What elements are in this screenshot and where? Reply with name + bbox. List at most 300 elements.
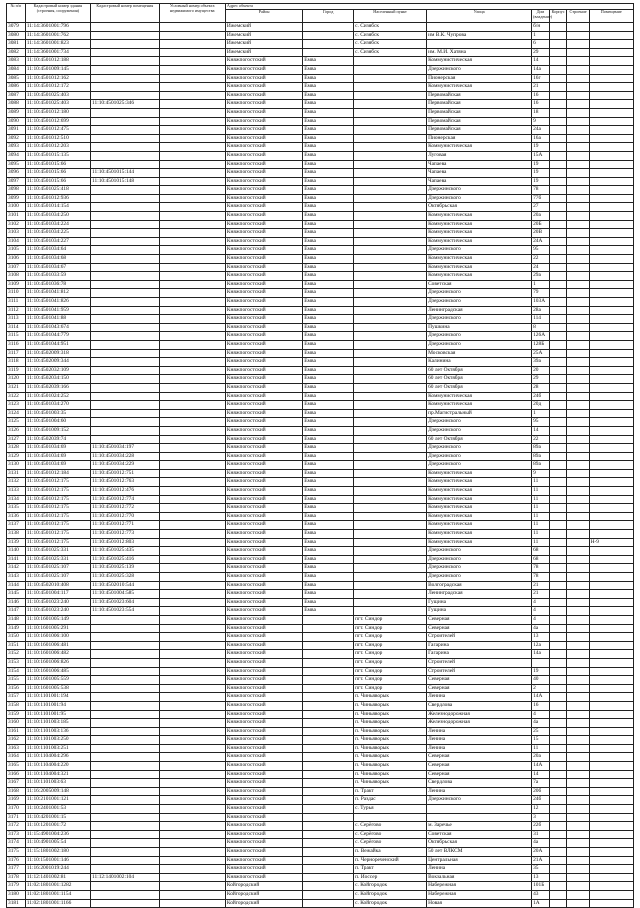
cell-city <box>303 890 354 899</box>
cell-premise-number <box>91 349 160 358</box>
cell-city: Емва <box>303 57 354 66</box>
cell-premise-number: 11:10:4501025:416 <box>91 555 160 564</box>
cell-house: 20а <box>532 753 550 762</box>
cell-street: Дзержинского <box>427 426 532 435</box>
cell-row-number: 3177 <box>7 865 26 874</box>
table-row <box>7 375 634 384</box>
cell-house: 103А <box>532 298 550 307</box>
cell-cadastral-number: 11:10:4502039:74 <box>25 435 90 444</box>
cell-building <box>567 203 589 212</box>
cell-corpus <box>549 719 567 728</box>
cell-locality <box>354 504 427 513</box>
cell-district: Княжпогостский <box>225 487 302 496</box>
cell-conditional-number <box>159 340 225 349</box>
cell-row-number: 3172 <box>7 822 26 831</box>
table-row <box>7 676 634 685</box>
cell-district: Княжпогостский <box>225 555 302 564</box>
cell-street: Чапаева <box>427 177 532 186</box>
cell-house: 95 <box>532 418 550 427</box>
cell-locality: п. Чиньяворык <box>354 693 427 702</box>
cell-street: Коммунистическая <box>427 401 532 410</box>
cell-conditional-number <box>159 753 225 762</box>
cell-premise-no <box>589 340 633 349</box>
cell-conditional-number <box>159 615 225 624</box>
cell-locality <box>354 186 427 195</box>
cell-street: Коммунистическая <box>427 83 532 92</box>
cell-building <box>567 220 589 229</box>
cell-city <box>303 641 354 650</box>
cell-city: Емва <box>303 340 354 349</box>
cell-conditional-number <box>159 349 225 358</box>
cell-premise-number <box>91 48 160 57</box>
cell-premise-no <box>589 573 633 582</box>
cell-district: Княжпогостский <box>225 57 302 66</box>
cell-locality <box>354 263 427 272</box>
cell-conditional-number <box>159 744 225 753</box>
cell-conditional-number <box>159 126 225 135</box>
cell-street: Северная <box>427 624 532 633</box>
cell-row-number: 3110 <box>7 289 26 298</box>
cell-building <box>567 237 589 246</box>
cell-corpus <box>549 573 567 582</box>
table-row <box>7 822 634 831</box>
cell-premise-number <box>91 74 160 83</box>
cell-corpus <box>549 272 567 281</box>
cell-conditional-number <box>159 598 225 607</box>
cell-house: 9 <box>532 469 550 478</box>
cell-street: 50 лет ВЛКСМ <box>427 848 532 857</box>
cell-building <box>567 74 589 83</box>
cell-house: 19 <box>532 667 550 676</box>
cell-row-number: 3118 <box>7 358 26 367</box>
cell-district: Княжпогостский <box>225 813 302 822</box>
cell-conditional-number <box>159 822 225 831</box>
cell-cadastral-number: 11:10:1101001:194 <box>25 693 90 702</box>
cell-cadastral-number: 11:10:4501034:68 <box>25 255 90 264</box>
cell-premise-no <box>589 83 633 92</box>
cell-premise-number: 11:10:4501025:328 <box>91 573 160 582</box>
table-row <box>7 736 634 745</box>
cell-cadastral-number: 11:16:2001019:244 <box>25 865 90 874</box>
cell-premise-number: 11:10:4501015:148 <box>91 177 160 186</box>
cell-conditional-number <box>159 693 225 702</box>
cell-row-number: 3180 <box>7 890 26 899</box>
cell-conditional-number <box>159 212 225 221</box>
cell-locality: п. Тракт <box>354 787 427 796</box>
cell-district: Княжпогостский <box>225 194 302 203</box>
cell-city: Емва <box>303 203 354 212</box>
cell-corpus <box>549 263 567 272</box>
cell-premise-no <box>589 444 633 453</box>
cell-premise-number <box>91 280 160 289</box>
cell-city <box>303 856 354 865</box>
cell-premise-number <box>91 323 160 332</box>
cell-district: Ижемский <box>225 31 302 40</box>
cell-premise-no <box>589 736 633 745</box>
cell-city: Емва <box>303 607 354 616</box>
cell-premise-number <box>91 830 160 839</box>
cell-house: 20В <box>532 229 550 238</box>
cell-conditional-number <box>159 306 225 315</box>
cell-cadastral-number: 11:14:3601001:734 <box>25 48 90 57</box>
cell-premise-number <box>91 23 160 32</box>
cell-city: Емва <box>303 504 354 513</box>
cell-house: 11 <box>532 478 550 487</box>
cell-premise-no <box>589 779 633 788</box>
cell-premise-no <box>589 280 633 289</box>
cell-premise-number <box>91 203 160 212</box>
cell-street: Пионерская <box>427 74 532 83</box>
cell-conditional-number <box>159 787 225 796</box>
cell-corpus <box>549 770 567 779</box>
cell-street: Дзержинского <box>427 289 532 298</box>
cell-premise-number: 11:10:4501004:585 <box>91 590 160 599</box>
cell-conditional-number <box>159 865 225 874</box>
cell-street: Дзержинского <box>427 461 532 470</box>
table-row <box>7 246 634 255</box>
cell-premise-no <box>589 332 633 341</box>
cell-street: Коммунистическая <box>427 487 532 496</box>
cell-premise-number: 11:10:4501012:770 <box>91 512 160 521</box>
cell-premise-number: 11:10:4501025:435 <box>91 547 160 556</box>
table-row <box>7 848 634 857</box>
cell-district: Княжпогостский <box>225 426 302 435</box>
cell-street: Северная <box>427 762 532 771</box>
cell-house: 11 <box>532 530 550 539</box>
cell-row-number: 3107 <box>7 263 26 272</box>
cell-premise-number: 11:10:4501012:772 <box>91 504 160 513</box>
cell-district: Княжпогостский <box>225 340 302 349</box>
cell-district: Княжпогостский <box>225 100 302 109</box>
cell-locality: с. Койгородок <box>354 890 427 899</box>
cell-city <box>303 701 354 710</box>
cell-row-number: 3126 <box>7 426 26 435</box>
header-address: Адрес объекта <box>225 4 633 10</box>
cell-building <box>567 212 589 221</box>
cell-row-number: 3139 <box>7 538 26 547</box>
table-row <box>7 57 634 66</box>
cell-locality <box>354 151 427 160</box>
cell-premise-no <box>589 212 633 221</box>
cell-city: Емва <box>303 521 354 530</box>
cell-conditional-number <box>159 607 225 616</box>
cell-row-number: 3119 <box>7 366 26 375</box>
cell-district: Княжпогостский <box>225 246 302 255</box>
cell-corpus <box>549 805 567 814</box>
cell-premise-number <box>91 375 160 384</box>
cell-premise-no <box>589 263 633 272</box>
cell-locality <box>354 100 427 109</box>
cell-corpus <box>549 830 567 839</box>
cell-building <box>567 547 589 556</box>
cell-premise-number <box>91 57 160 66</box>
cell-city <box>303 796 354 805</box>
cell-cadastral-number: 11:02:1801001:1282 <box>25 882 90 891</box>
cell-district: Княжпогостский <box>225 684 302 693</box>
cell-row-number: 3175 <box>7 848 26 857</box>
cell-house: 13 <box>532 633 550 642</box>
cell-row-number: 3115 <box>7 332 26 341</box>
cell-locality <box>354 177 427 186</box>
cell-building <box>567 581 589 590</box>
cell-corpus <box>549 813 567 822</box>
cell-district: Княжпогостский <box>225 401 302 410</box>
cell-street: Дзержинского <box>427 555 532 564</box>
cell-building <box>567 323 589 332</box>
cell-locality: п. Чернореченский <box>354 856 427 865</box>
cell-premise-no <box>589 237 633 246</box>
cell-building <box>567 246 589 255</box>
cell-building <box>567 512 589 521</box>
cell-district: Княжпогостский <box>225 573 302 582</box>
cell-premise-no <box>589 512 633 521</box>
cell-premise-number: 11:10:4501012:751 <box>91 469 160 478</box>
cell-street: Коммунистическая <box>427 495 532 504</box>
cell-district: Княжпогостский <box>225 787 302 796</box>
cell-street: Коммунистическая <box>427 512 532 521</box>
cell-city <box>303 624 354 633</box>
cell-house: 24б <box>532 796 550 805</box>
cell-cadastral-number: 11:15:4901004:236 <box>25 830 90 839</box>
cell-city: Емва <box>303 538 354 547</box>
cell-corpus <box>549 74 567 83</box>
cell-row-number: 3113 <box>7 315 26 324</box>
cell-house: 2 <box>532 684 550 693</box>
cell-house: 24б <box>532 392 550 401</box>
cell-city <box>303 865 354 874</box>
cell-premise-no <box>589 521 633 530</box>
cell-city: Емва <box>303 212 354 221</box>
cell-city <box>303 48 354 57</box>
cell-street: Гагарина <box>427 650 532 659</box>
cell-conditional-number <box>159 134 225 143</box>
cell-conditional-number <box>159 495 225 504</box>
cell-district: Княжпогостский <box>225 624 302 633</box>
cell-district: Княжпогостский <box>225 736 302 745</box>
cell-conditional-number <box>159 873 225 882</box>
cell-house: 15А <box>532 151 550 160</box>
cell-premise-no <box>589 461 633 470</box>
cell-conditional-number <box>159 547 225 556</box>
cell-cadastral-number: 11:10:4501033:59 <box>25 272 90 281</box>
cell-house: 78 <box>532 564 550 573</box>
cell-locality <box>354 426 427 435</box>
cell-cadastral-number: 11:10:4501012:175 <box>25 521 90 530</box>
cell-conditional-number <box>159 452 225 461</box>
cell-premise-no <box>589 315 633 324</box>
cell-corpus <box>549 426 567 435</box>
cell-city: Емва <box>303 452 354 461</box>
cell-corpus <box>549 340 567 349</box>
cell-corpus <box>549 186 567 195</box>
cell-row-number: 3092 <box>7 134 26 143</box>
cell-building <box>567 108 589 117</box>
cell-corpus <box>549 117 567 126</box>
cell-premise-number: 11:10:4501025:139 <box>91 564 160 573</box>
cell-row-number: 3124 <box>7 409 26 418</box>
table-row <box>7 581 634 590</box>
cell-locality: п. Чиньяворык <box>354 736 427 745</box>
cell-corpus <box>549 194 567 203</box>
cell-city: Емва <box>303 160 354 169</box>
cell-city <box>303 770 354 779</box>
cell-locality: с. Сизябск <box>354 48 427 57</box>
cell-corpus <box>549 143 567 152</box>
cell-row-number: 3165 <box>7 762 26 771</box>
table-row <box>7 323 634 332</box>
cell-building <box>567 899 589 908</box>
cell-house: 126А <box>532 332 550 341</box>
cell-cadastral-number: 11:10:4501012:175 <box>25 504 90 513</box>
cell-locality: п. Чиньяворык <box>354 762 427 771</box>
cell-premise-number <box>91 710 160 719</box>
cell-street: Ленина <box>427 727 532 736</box>
cell-street: Коммунистическая <box>427 469 532 478</box>
table-row <box>7 383 634 392</box>
cell-row-number: 3108 <box>7 272 26 281</box>
cell-row-number: 3117 <box>7 349 26 358</box>
cell-street: Ленина <box>427 736 532 745</box>
cell-row-number: 3149 <box>7 624 26 633</box>
cell-city: Емва <box>303 392 354 401</box>
cell-house: 22 <box>532 255 550 264</box>
cell-locality: с. Серёгово <box>354 822 427 831</box>
cell-district: Княжпогостский <box>225 770 302 779</box>
cell-conditional-number <box>159 65 225 74</box>
cell-city: Емва <box>303 83 354 92</box>
table-row <box>7 727 634 736</box>
cell-premise-no <box>589 805 633 814</box>
cell-row-number: 3089 <box>7 108 26 117</box>
cell-district: Княжпогостский <box>225 186 302 195</box>
cell-house: 29 <box>532 48 550 57</box>
cell-corpus <box>549 91 567 100</box>
cell-city <box>303 615 354 624</box>
cell-conditional-number <box>159 83 225 92</box>
cell-street: Коммунистическая <box>427 143 532 152</box>
cell-row-number: 3123 <box>7 401 26 410</box>
cell-locality <box>354 306 427 315</box>
header-locality: Населенный пункт <box>354 10 427 23</box>
cell-corpus <box>549 848 567 857</box>
cell-premise-no <box>589 452 633 461</box>
cell-premise-number <box>91 658 160 667</box>
cell-locality <box>354 564 427 573</box>
cell-district: Княжпогостский <box>225 581 302 590</box>
cell-street: Дзержинского <box>427 573 532 582</box>
cell-conditional-number <box>159 298 225 307</box>
cell-premise-number <box>91 418 160 427</box>
cell-row-number: 3146 <box>7 598 26 607</box>
cell-cadastral-number: 11:10:2101001:121 <box>25 796 90 805</box>
cell-city <box>303 899 354 908</box>
cell-row-number: 3120 <box>7 375 26 384</box>
cell-row-number: 3161 <box>7 727 26 736</box>
cell-district: Княжпогостский <box>225 91 302 100</box>
cell-street: Ленина <box>427 744 532 753</box>
header-conditional: Условный номер объекта недвижимого имущества <box>159 4 225 23</box>
cell-district: Ижемский <box>225 48 302 57</box>
cell-locality <box>354 392 427 401</box>
cell-district: Княжпогостский <box>225 478 302 487</box>
cell-cadastral-number: 11:10:1104004:220 <box>25 762 90 771</box>
cell-conditional-number <box>159 813 225 822</box>
cell-building <box>567 504 589 513</box>
cell-street: им. М.И. Хатяна <box>427 48 532 57</box>
table-row <box>7 469 634 478</box>
cell-district: Княжпогостский <box>225 263 302 272</box>
cell-district: Княжпогостский <box>225 366 302 375</box>
cell-cadastral-number: 11:10:4501034:250 <box>25 212 90 221</box>
cell-corpus <box>549 710 567 719</box>
cell-premise-number <box>91 796 160 805</box>
cell-house: 89а <box>532 444 550 453</box>
cell-premise-number <box>91 306 160 315</box>
cell-cadastral-number: 11:10:1101003:251 <box>25 744 90 753</box>
cell-conditional-number <box>159 263 225 272</box>
cell-street: Дзержинского <box>427 246 532 255</box>
cell-cadastral-number: 11:10:4501036:78 <box>25 280 90 289</box>
cell-corpus <box>549 890 567 899</box>
cell-building <box>567 873 589 882</box>
cell-conditional-number <box>159 444 225 453</box>
cell-street: 60 лет Октября <box>427 383 532 392</box>
cell-corpus <box>549 23 567 32</box>
cell-district: Княжпогостский <box>225 848 302 857</box>
cell-premise-number <box>91 212 160 221</box>
cell-corpus <box>549 787 567 796</box>
cell-premise-no <box>589 91 633 100</box>
cell-premise-number <box>91 426 160 435</box>
cell-city: Емва <box>303 444 354 453</box>
cell-corpus <box>549 65 567 74</box>
cell-building <box>567 143 589 152</box>
cell-premise-number <box>91 194 160 203</box>
cell-district: Княжпогостский <box>225 856 302 865</box>
cell-cadastral-number: 11:10:1101003:63 <box>25 779 90 788</box>
cell-premise-no <box>589 762 633 771</box>
cell-locality <box>354 521 427 530</box>
cell-house: 18 <box>532 108 550 117</box>
table-row <box>7 108 634 117</box>
cell-street: Коммунистическая <box>427 392 532 401</box>
cell-corpus <box>549 358 567 367</box>
cell-district: Княжпогостский <box>225 255 302 264</box>
cell-house: 28а <box>532 306 550 315</box>
cell-city: Емва <box>303 426 354 435</box>
cell-district: Княжпогостский <box>225 590 302 599</box>
cell-district: Княжпогостский <box>225 108 302 117</box>
cell-district: Княжпогостский <box>225 143 302 152</box>
cell-cadastral-number: 11:10:4501012:936 <box>25 194 90 203</box>
cell-house: 4 <box>532 598 550 607</box>
table-row <box>7 401 634 410</box>
cell-premise-no <box>589 272 633 281</box>
cell-house: 40 <box>532 676 550 685</box>
cell-conditional-number <box>159 177 225 186</box>
cell-cadastral-number: 11:10:4501025:418 <box>25 186 90 195</box>
table-row <box>7 212 634 221</box>
cell-district: Княжпогостский <box>225 719 302 728</box>
table-row <box>7 237 634 246</box>
cell-locality: п. Иоссер <box>354 873 427 882</box>
cell-corpus <box>549 246 567 255</box>
cell-premise-no <box>589 151 633 160</box>
cell-premise-number <box>91 779 160 788</box>
cell-row-number: 3181 <box>7 899 26 908</box>
cell-premise-number <box>91 890 160 899</box>
cell-cadastral-number: 11:10:4501043:674 <box>25 323 90 332</box>
